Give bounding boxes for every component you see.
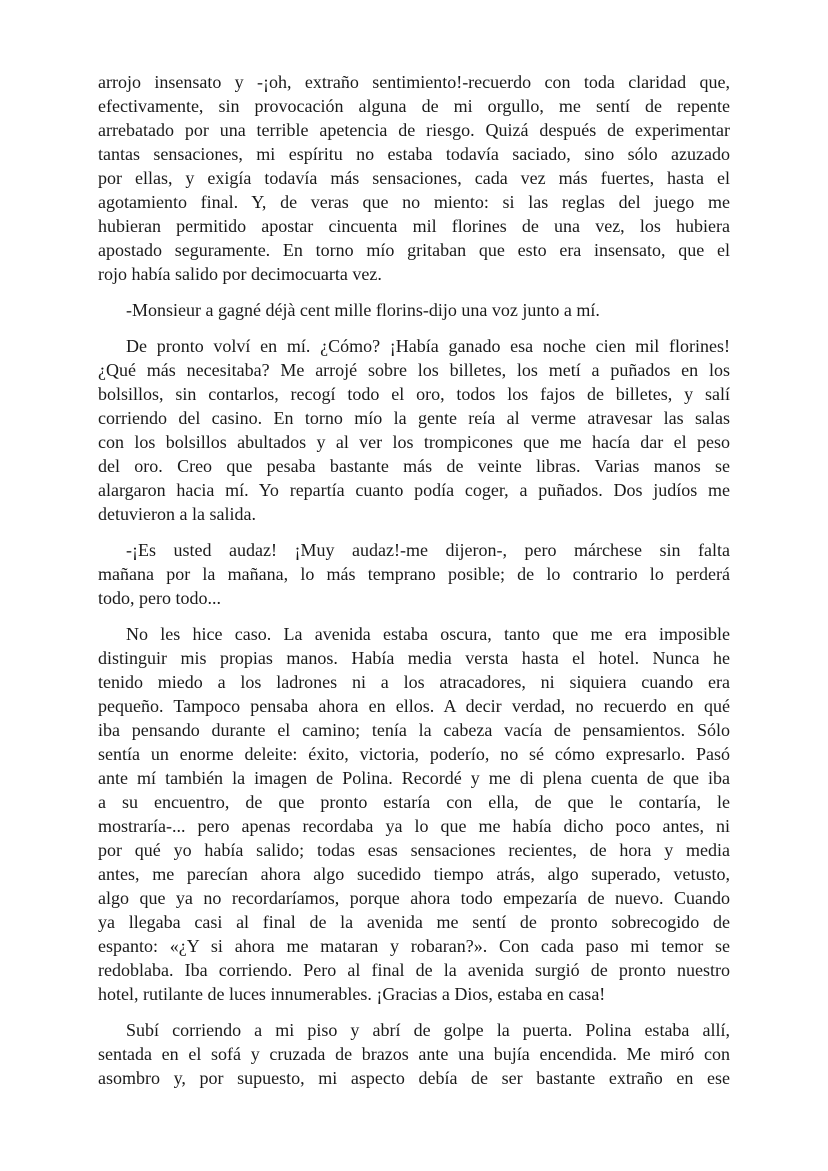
text-line: sentía un enorme deleite: éxito, victoria, poderío, no sé cómo expresarlo. Pasó [98,744,730,764]
text-line: mostraría-... pero apenas recordaba ya lo que me había dicho poco antes, ni [98,816,730,836]
text-line: agotamiento final. Y, de veras que no miento: si las reglas del juego me [98,192,730,212]
text-line: ante mí también la imagen de Polina. Recordé y me di plena cuenta de que iba [98,768,730,788]
text-line: por qué yo había salido; todas esas sensaciones recientes, de hora y media [98,840,730,860]
paragraph [98,334,730,526]
text-line: ¿Qué más necesitaba? Me arrojé sobre los billetes, los metí a puñados en los [98,360,730,380]
text-line: mañana por la mañana, lo más temprano posible; de lo contrario lo perderá [98,564,730,584]
text-line: detuvieron a la salida. [98,504,256,524]
document-page [98,70,730,1102]
text-line: rojo había salido por decimocuarta vez. [98,264,382,284]
text-line: a su encuentro, de que pronto estaría con ella, de que le contaría, le [98,792,730,812]
text-line: bolsillos, sin contarlos, recogí todo el oro, todos los fajos de billetes, y salí [98,384,730,404]
text-line: iba pensando durante el camino; tenía la cabeza vacía de pensamientos. Sólo [98,720,730,740]
paragraph [98,538,730,610]
text-line: tantas sensaciones, mi espíritu no estaba todavía saciado, sino sólo azuzado [98,144,730,164]
text-line: con los bolsillos abultados y al ver los trompicones que me hacía dar el peso [98,432,730,452]
text-line: efectivamente, sin provocación alguna de mi orgullo, me sentí de repente [98,96,730,116]
paragraph [98,622,730,1006]
text-line: ya llegaba casi al final de la avenida me sentí de pronto sobrecogido de [98,912,730,932]
text-line: -¡Es usted audaz! ¡Muy audaz!-me dijeron-, pero márchese sin falta [126,540,730,560]
text-line: apostado seguramente. En torno mío gritaban que esto era insensato, que el [98,240,730,260]
text-line: del oro. Creo que pesaba bastante más de veinte libras. Varias manos se [98,456,730,476]
text-line: asombro y, por supuesto, mi aspecto debía de ser bastante extraño en ese [98,1068,730,1088]
text-line: sentada en el sofá y cruzada de brazos ante una bujía encendida. Me miró con [98,1044,730,1064]
paragraph [98,298,730,322]
text-line: Subí corriendo a mi piso y abrí de golpe la puerta. Polina estaba allí, [126,1020,730,1040]
paragraph [98,1018,730,1090]
text-line: -Monsieur a gagné déjà cent mille florins-dijo una voz junto a mí. [126,300,600,320]
text-line: pequeño. Tampoco pensaba ahora en ellos. A decir verdad, no recuerdo en qué [98,696,730,716]
text-line: De pronto volví en mí. ¿Cómo? ¡Había ganado esa noche cien mil florines! [126,336,730,356]
text-line: por ellas, y exigía todavía más sensaciones, cada vez más fuertes, hasta el [98,168,730,188]
text-line: todo, pero todo... [98,588,221,608]
text-line: arrebatado por una terrible apetencia de riesgo. Quizá después de experimentar [98,120,730,140]
text-line: hubieran permitido apostar cincuenta mil florines de una vez, los hubiera [98,216,730,236]
text-line: hotel, rutilante de luces innumerables. ¡Gracias a Dios, estaba en casa! [98,984,606,1004]
text-line: arrojo insensato y -¡oh, extraño sentimiento!-recuerdo con toda claridad que, [98,72,730,92]
text-line: distinguir mis propias manos. Había media versta hasta el hotel. Nunca he [98,648,730,668]
text-line: espanto: «¿Y si ahora me mataran y robaran?». Con cada paso mi temor se [98,936,730,956]
text-line: algo que ya no recordaríamos, porque ahora todo empezaría de nuevo. Cuando [98,888,730,908]
text-line: redoblaba. Iba corriendo. Pero al final de la avenida surgió de pronto nuestro [98,960,730,980]
text-line: corriendo del casino. En torno mío la gente reía al verme atravesar las salas [98,408,730,428]
paragraph [98,70,730,286]
text-line: tenido miedo a los ladrones ni a los atracadores, ni siquiera cuando era [98,672,730,692]
text-line: No les hice caso. La avenida estaba oscura, tanto que me era imposible [126,624,730,644]
text-line: antes, me parecían ahora algo sucedido tiempo atrás, algo superado, vetusto, [98,864,730,884]
text-line: alargaron hacia mí. Yo repartía cuanto podía coger, a puñados. Dos judíos me [98,480,730,500]
